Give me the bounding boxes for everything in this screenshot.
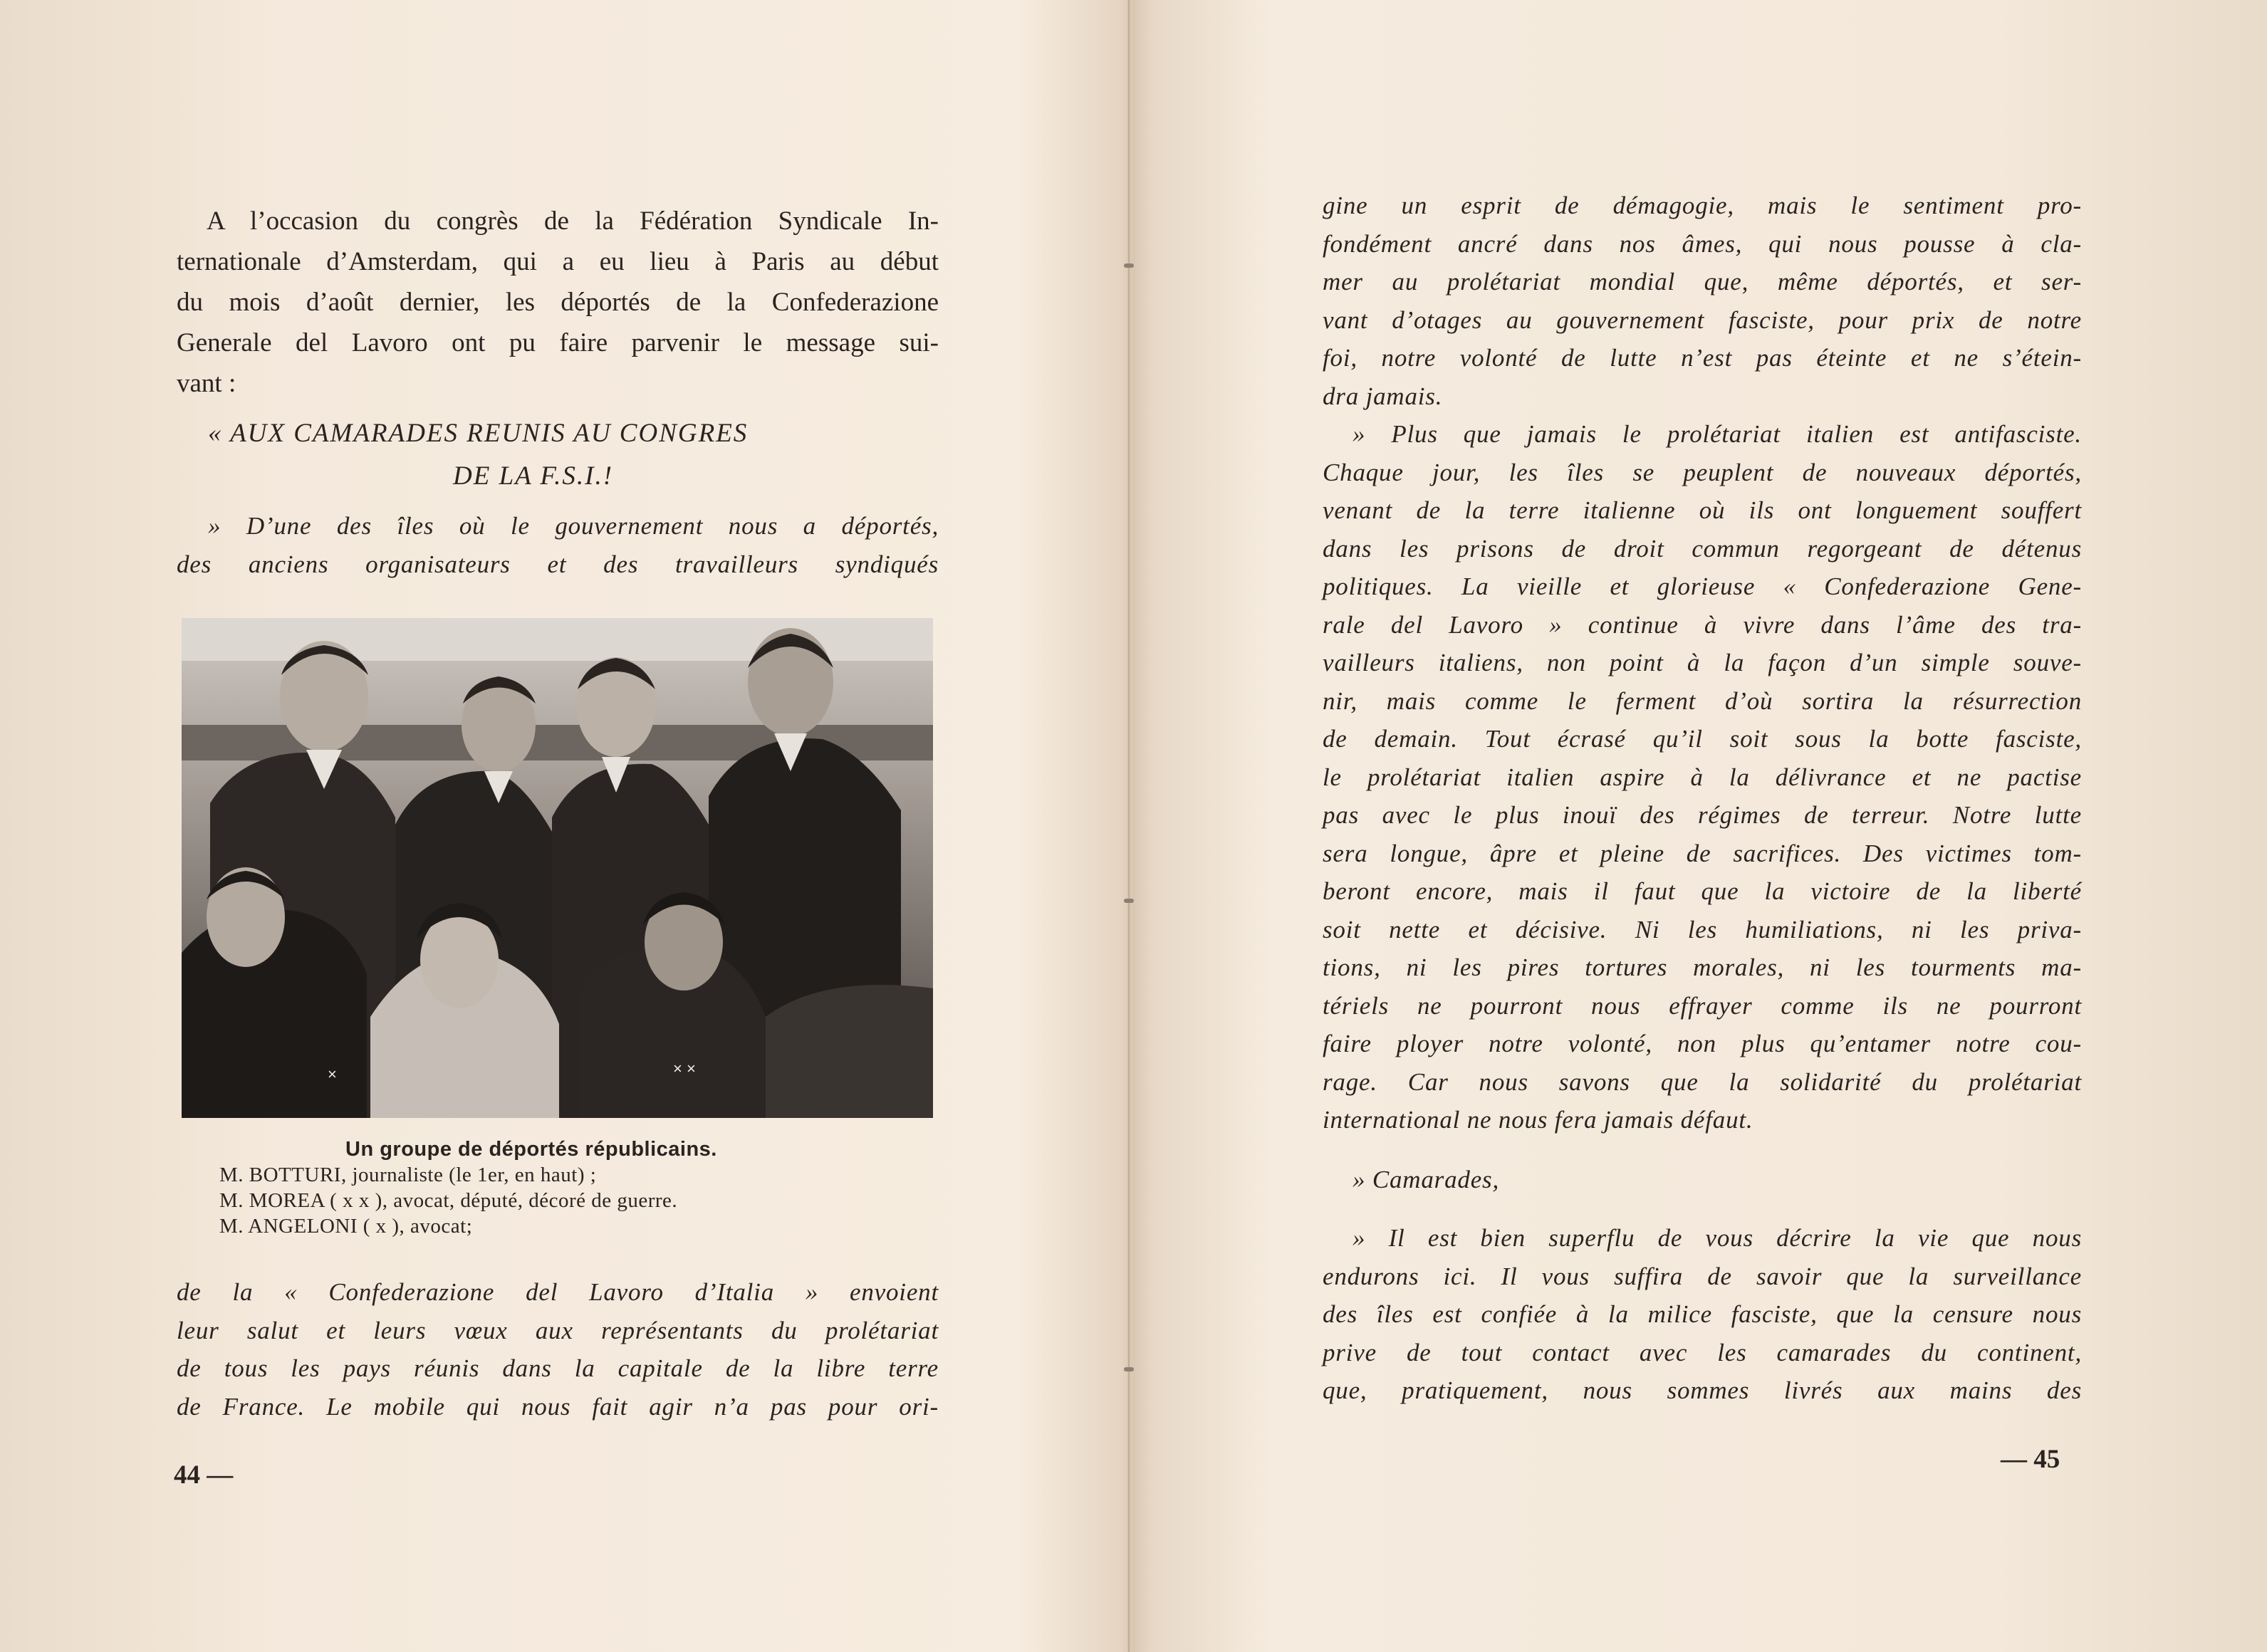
text-line: leur salut et leurs vœux aux représentants du prolétariat — [177, 1316, 939, 1344]
text-line: mer au prolétariat mondial que, même déportés, et ser- — [1323, 268, 2082, 296]
text-line: foi, notre volonté de lutte n’est pas éteinte et ne s’étein- — [1323, 344, 2082, 372]
text-line: de France. Le mobile qui nous fait agir n’a pas pour ori- — [177, 1392, 939, 1421]
text-line: de demain. Tout écrasé qu’il soit sous la botte fasciste, — [1323, 725, 2082, 753]
page-number-left: 44 — — [174, 1460, 234, 1490]
text-line: politiques. La vieille et glorieuse « Confederazione Gene- — [1323, 573, 2082, 600]
photo-caption-line: M. BOTTURI, journaliste (le 1er, en haut) ; — [219, 1164, 597, 1186]
text-line: prive de tout contact avec les camarades du continent, — [1323, 1338, 2082, 1366]
text-line: » Il est bien superflu de vous décrire la vie que nous — [1353, 1224, 2082, 1252]
message-heading-line2: DE LA F.S.I.! — [453, 461, 614, 491]
text-line: des îles est confiée à la milice fasciste, que la censure nous — [1323, 1300, 2082, 1328]
text-line: gine un esprit de démagogie, mais le sentiment pro- — [1323, 192, 2082, 219]
message-opening — [177, 507, 939, 583]
text-line: sera longue, âpre et pleine de sacrifices. Des victimes tom- — [1323, 839, 2082, 867]
text-line: le prolétariat italien aspire à la délivrance et ne pactise — [1323, 763, 2082, 791]
text-line: international ne nous fera jamais défaut. — [1323, 1106, 1753, 1134]
right-page — [1130, 0, 2267, 1652]
photo-caption-line: M. ANGELONI ( x ), avocat; — [219, 1215, 473, 1238]
text-line: fondément ancré dans nos âmes, qui nous pousse à cla- — [1323, 229, 2082, 258]
text-line: beront encore, mais il faut que la victoire de la liberté — [1323, 877, 2082, 905]
text-line: vailleurs italiens, non point à la façon d’un simple souve- — [1323, 649, 2082, 676]
photo-caption-line: M. MOREA ( x x ), avocat, député, décoré de guerre. — [219, 1189, 678, 1212]
group-photograph — [182, 618, 933, 1118]
text-line: nir, mais comme le ferment d’où sortira la résurrection — [1323, 686, 2082, 715]
svg-text:× ×: × × — [673, 1060, 696, 1077]
text-line: tériels ne pourront nous effrayer comme ils ne pourront — [1323, 991, 2082, 1020]
text-line: faire ployer notre volonté, non plus qu’entamer notre cou- — [1323, 1030, 2082, 1057]
text-line: » D’une des îles où le gouvernement nous a déportés, — [208, 512, 939, 540]
message-heading-line1: « AUX CAMARADES REUNIS AU CONGRES — [208, 419, 749, 448]
text-line: endurons ici. Il vous suffira de savoir que la surveillance — [1323, 1262, 2082, 1290]
message-paragraph-1 — [1323, 187, 2082, 415]
text-line: que, pratiquement, nous sommes livrés aux mains des — [1323, 1376, 2082, 1404]
text-line: rage. Car nous savons que la solidarité du prolétariat — [1323, 1067, 2082, 1096]
text-line: de la « Confederazione del Lavoro d’Italia » envoient — [177, 1278, 939, 1306]
text-line: A l’occasion du congrès de la Fédération Syndicale In- — [207, 206, 939, 236]
left-page — [0, 0, 1127, 1652]
intro-paragraph — [177, 201, 939, 404]
text-line: vant d’otages au gouvernement fasciste, pour prix de notre — [1323, 305, 2082, 334]
text-line: pas avec le plus inouï des régimes de terreur. Notre lutte — [1323, 801, 2082, 829]
page-number-right: — 45 — [2001, 1445, 2060, 1474]
message-paragraph-3 — [1323, 1219, 2082, 1410]
text-line: rale del Lavoro » continue à vivre dans l’âme des tra- — [1323, 610, 2082, 639]
svg-text:×: × — [328, 1065, 337, 1083]
text-line: venant de la terre italienne où ils ont longuement souffert — [1323, 496, 2082, 524]
photo-caption-title: Un groupe de déportés républicains. — [345, 1138, 717, 1161]
message-paragraph-2 — [1323, 415, 2082, 1139]
text-line: Chaque jour, les îles se peuplent de nouveaux déportés, — [1323, 458, 2082, 486]
text-line: vant : — [177, 369, 236, 398]
text-line: » Plus que jamais le prolétariat italien est antifasciste. — [1353, 420, 2082, 448]
salutation: » Camarades, — [1353, 1166, 1499, 1193]
text-line: ternationale d’Amsterdam, qui a eu lieu à Paris au début — [177, 247, 939, 276]
text-line: soit nette et décisive. Ni les humiliations, ni les priva- — [1323, 915, 2082, 943]
text-line: dans les prisons de droit commun regorgeant de détenus — [1323, 534, 2082, 563]
text-line: du mois d’août dernier, les déportés de la Confederazione — [177, 288, 939, 317]
photo-image — [182, 618, 933, 1118]
text-line: Generale del Lavoro ont pu faire parvenir le message sui- — [177, 328, 939, 357]
text-line: de tous les pays réunis dans la capitale de la libre terre — [177, 1354, 939, 1382]
text-line: tions, ni les pires tortures morales, ni les tourments ma- — [1323, 953, 2082, 981]
text-line: dra jamais. — [1323, 382, 1443, 410]
message-continuation — [177, 1273, 939, 1426]
text-line: des anciens organisateurs et des travailleurs syndiqués — [177, 550, 939, 578]
